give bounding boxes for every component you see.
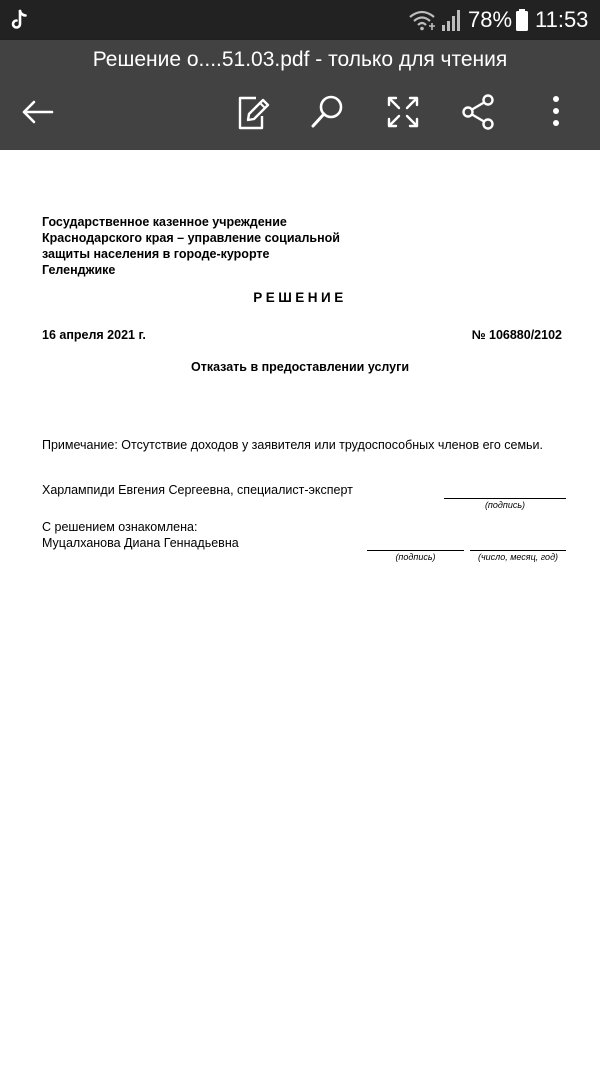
decision-date: 16 апреля 2021 г. [42, 328, 146, 342]
pdf-viewer-toolbar [0, 40, 600, 150]
acquainted-signature-line [367, 550, 464, 551]
edit-button[interactable] [230, 90, 274, 134]
battery-icon [515, 8, 529, 32]
acquainted-name: Муцалханова Диана Геннадьевна [42, 536, 239, 550]
search-icon [305, 90, 349, 134]
share-icon [457, 90, 501, 134]
note-text: Примечание: Отсутствие доходов у заявителя или трудоспособных членов его семьи. [42, 438, 544, 452]
acquainted-label: С решением ознакомлена: [42, 520, 198, 534]
back-arrow-icon [16, 90, 60, 134]
more-options-button[interactable] [534, 90, 578, 134]
fullscreen-icon [381, 90, 425, 134]
document-heading: РЕШЕНИЕ [253, 290, 347, 305]
decision-number: № 106880/2102 [471, 328, 562, 342]
tiktok-icon [10, 9, 28, 31]
organization-name: Государственное казенное учреждение Краснодарского края – управление социальной защиты населения в городе-курорте Геленджике [42, 215, 340, 277]
share-button[interactable] [457, 90, 501, 134]
pdf-page [0, 150, 600, 1066]
specialist-signature-caption: (подпись) [484, 500, 526, 510]
specialist-name: Харлампиди Евгения Сергеевна, специалист-эксперт [42, 483, 353, 497]
acquainted-date-caption: (число, месяц, год) [477, 552, 559, 562]
signal-icon [441, 8, 463, 32]
wifi-icon [408, 8, 438, 32]
search-button[interactable] [305, 90, 349, 134]
clock: 11:53 [535, 7, 589, 32]
status-bar [0, 0, 600, 40]
back-button[interactable] [16, 90, 60, 134]
more-icon [534, 90, 578, 134]
acquainted-date-line [470, 550, 566, 551]
acquainted-signature-caption: (подпись) [395, 552, 436, 562]
decision-text: Отказать в предоставлении услуги [190, 360, 410, 374]
edit-icon [230, 90, 274, 134]
battery-percent: 78% [468, 7, 513, 32]
specialist-signature-line [444, 498, 566, 499]
fullscreen-button[interactable] [381, 90, 425, 134]
document-title: Решение о....51.03.pdf - только для чтения [92, 48, 508, 71]
